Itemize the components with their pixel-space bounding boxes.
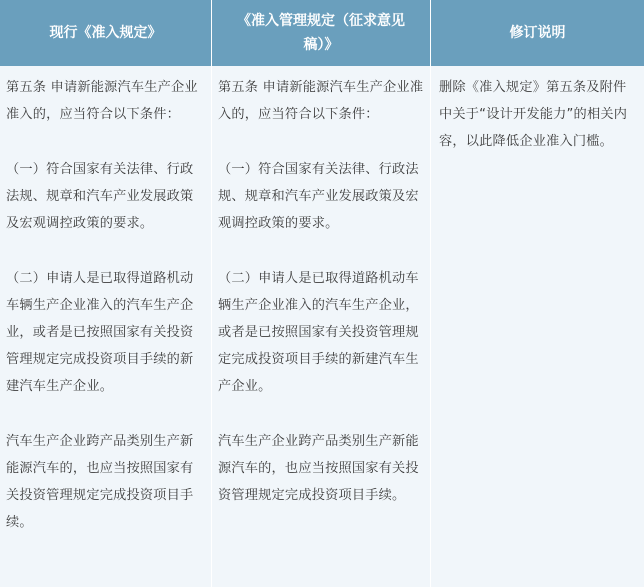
cell-revision-notes: [431, 66, 644, 587]
paragraph: （一）符合国家有关法律、行政法规、规章和汽车产业发展政策及宏观调控政策的要求。: [218, 162, 419, 231]
paragraph: 删除《准入规定》第五条及附件中关于“设计开发能力”的相关内容，以此降低企业准入门槛。: [439, 80, 628, 149]
paragraph: 第五条 申请新能源汽车生产企业准入的，应当符合以下条件：: [6, 80, 198, 122]
cell-current-rules: [0, 66, 211, 587]
cell-draft-rules: [212, 66, 430, 587]
header-current-rules: 现行《准入规定》: [0, 0, 211, 66]
header-revision-notes: 修订说明: [431, 0, 644, 66]
paragraph: （二）申请人是已取得道路机动车辆生产企业准入的汽车生产企业，或者是已按照国家有关投资管理规定完成投资项目手续的新建汽车生产企业。: [218, 271, 419, 394]
header-draft-rules: 《准入管理规定（征求意见稿）》: [212, 0, 430, 66]
paragraph: （二）申请人是已取得道路机动车辆生产企业准入的汽车生产企业，或者是已按照国家有关投资管理规定完成投资项目手续的新建汽车生产企业。: [6, 271, 194, 394]
paragraph: （一）符合国家有关法律、行政法规、规章和汽车产业发展政策及宏观调控政策的要求。: [6, 162, 194, 231]
paragraph: 汽车生产企业跨产品类别生产新能源汽车的，也应当按照国家有关投资管理规定完成投资项目手续。: [218, 434, 419, 503]
paragraph: 第五条 申请新能源汽车生产企业准入的，应当符合以下条件：: [218, 80, 424, 122]
paragraph: 汽车生产企业跨产品类别生产新能源汽车的，也应当按照国家有关投资管理规定完成投资项目手续。: [6, 434, 194, 530]
